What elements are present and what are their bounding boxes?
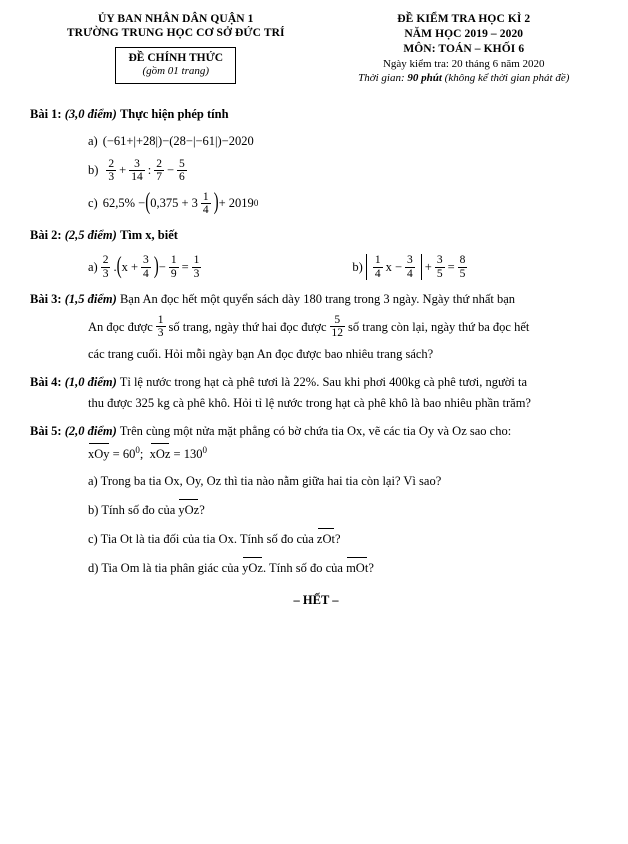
angle-xOz: xOz <box>150 443 171 463</box>
question-2a-variable: x + <box>121 259 139 274</box>
numerator: 5 <box>334 314 341 327</box>
question-5d-suffix: ? <box>368 561 374 576</box>
school-line: TRƯỜNG TRUNG HỌC CƠ SỞ ĐỨC TRÍ <box>66 27 285 40</box>
denominator: 12 <box>331 327 343 340</box>
question-1c-start: 62,5% − <box>102 196 146 211</box>
duration-value: 90 phút <box>407 72 442 85</box>
operator-equals: = <box>181 259 189 274</box>
angle-xOz-value: = 130 <box>170 446 203 461</box>
angle-xOz-degree: 0 <box>202 444 207 455</box>
question-4-line2: thu được 325 kg cà phê khô. Hỏi tỉ lệ nước trong hạt cà phê khô là bao nhiêu phần trăm? <box>88 395 531 410</box>
operator-dot: . <box>113 259 117 274</box>
angle-yOz: yOz <box>242 557 263 577</box>
fraction-8-5 <box>458 254 468 279</box>
question-1a-letter: a) <box>88 133 98 148</box>
fraction-1-4 <box>373 254 383 279</box>
question-5-angles <box>88 443 602 463</box>
denominator: 14 <box>131 170 143 183</box>
denominator: 5 <box>436 267 443 280</box>
fraction-3-4 <box>141 254 151 279</box>
angle-xOy: xOy <box>88 443 110 463</box>
duration-prefix: Thời gian: <box>358 72 408 85</box>
denominator: 4 <box>407 267 413 280</box>
question-2b-letter: b) <box>352 259 363 274</box>
numerator: 8 <box>459 254 466 267</box>
question-3-line2-part1: An đọc được <box>88 319 153 334</box>
angle-zOt: zOt <box>317 528 335 548</box>
document-header <box>0 0 628 85</box>
question-5d-mid: . Tính số đo của <box>262 561 343 576</box>
question-1b-letter: b) <box>88 163 99 178</box>
official-exam-label: ĐỀ CHÍNH THỨC <box>128 51 224 64</box>
question-4-points: (1,0 điểm) <box>64 375 117 390</box>
numerator: 5 <box>179 157 185 170</box>
angle-mOt: mOt <box>346 557 368 577</box>
operator-divide: : <box>147 163 152 178</box>
question-1-label: Bài 1: <box>30 107 62 122</box>
question-2-label: Bài 2: <box>30 227 62 242</box>
numerator: 3 <box>436 254 443 267</box>
question-5b <box>88 499 602 519</box>
question-1a-expression: (−61+|+28|)−(28−|−61|)−2020 <box>102 133 254 148</box>
fraction-2-7 <box>154 158 164 183</box>
question-5d-letter: d) <box>88 561 99 576</box>
numerator: 1 <box>374 254 381 267</box>
denominator: 7 <box>156 170 162 183</box>
question-5c-text: Tia Ot là tia đối của tia Ox. Tính số đo của <box>100 532 314 547</box>
numerator: 1 <box>202 190 209 203</box>
denominator: 3 <box>108 170 115 183</box>
question-5c-suffix: ? <box>334 532 341 547</box>
question-4-line1: Tỉ lệ nước trong hạt cà phê tươi là 22%. Sau khi phơi 400kg cà phê tươi, người ta <box>119 375 528 390</box>
numerator: 3 <box>407 254 413 267</box>
question-3-line2 <box>88 314 602 339</box>
question-3-line2-part2: số trang, ngày thứ hai đọc được <box>168 319 327 334</box>
operator-plus: + <box>424 259 432 274</box>
denominator: 6 <box>179 170 185 183</box>
numerator: 2 <box>108 157 115 170</box>
authority-line: ỦY BAN NHÂN DÂN QUẬN 1 <box>98 13 254 25</box>
angle-yOz: yOz <box>178 499 199 519</box>
question-5b-text: Tính số đo của <box>101 503 176 518</box>
exam-duration <box>326 71 602 85</box>
question-5b-letter: b) <box>88 503 99 518</box>
page-count-label: (gồm 01 trang) <box>142 65 210 78</box>
fraction-1-3 <box>192 254 202 279</box>
paren-open: ( <box>145 189 151 216</box>
fraction-3-4 <box>405 254 415 279</box>
paren-close: ) <box>153 253 159 280</box>
denominator: 9 <box>170 267 177 280</box>
duration-note: (không kể thời gian phát đề) <box>441 72 570 85</box>
exam-title: ĐỀ KIỂM TRA HỌC KÌ 2 <box>397 13 531 25</box>
question-1c-tail: + 2019 <box>218 196 254 211</box>
paren-close: ) <box>213 189 219 216</box>
denominator: 4 <box>143 267 149 280</box>
question-2a-letter: a) <box>88 259 98 274</box>
numerator: 2 <box>156 157 162 170</box>
operator-plus: + <box>119 163 127 178</box>
operator-equals: = <box>447 259 455 274</box>
numerator: 2 <box>102 254 109 267</box>
header-left-block <box>26 12 326 84</box>
question-5-points: (2,0 điểm) <box>64 423 117 438</box>
question-3-heading <box>30 290 602 308</box>
question-2-row <box>30 254 602 280</box>
official-exam-box <box>115 47 236 84</box>
fraction-2-3 <box>106 158 116 183</box>
angle-xOy-degree: 0 <box>135 444 140 455</box>
operator-minus: − <box>158 259 166 274</box>
operator-minus: − <box>166 163 175 178</box>
abs-bar-close <box>421 254 422 280</box>
question-5a <box>88 472 602 490</box>
subject-grade: MÔN: TOÁN – KHỐI 6 <box>403 42 525 55</box>
angle-separator: ; <box>139 446 144 461</box>
question-3-label: Bài 3: <box>30 292 62 307</box>
question-5d <box>88 557 602 577</box>
denominator: 3 <box>193 267 200 280</box>
question-3-points: (1,5 điểm) <box>64 292 117 307</box>
question-2b <box>352 254 470 280</box>
fraction-1-4 <box>201 191 211 216</box>
question-1c <box>88 191 602 216</box>
denominator: 4 <box>202 203 209 216</box>
question-1b <box>88 158 602 183</box>
numerator: 3 <box>143 254 149 267</box>
question-5-label: Bài 5: <box>30 423 62 438</box>
question-3-line2-part3: số trang còn lại, ngày thứ ba đọc hết <box>348 319 530 334</box>
numerator: 3 <box>134 157 140 170</box>
fraction-2-3 <box>101 254 111 279</box>
denominator: 4 <box>374 267 381 280</box>
question-5c-letter: c) <box>88 532 98 547</box>
school-year: NĂM HỌC 2019 – 2020 <box>404 27 524 40</box>
denominator: 3 <box>102 267 109 280</box>
denominator: 5 <box>459 267 466 280</box>
question-1a <box>88 132 602 150</box>
angle-xOy-value: = 60 <box>109 446 136 461</box>
question-5-heading <box>30 422 602 440</box>
question-1c-exponent: 0 <box>253 197 259 208</box>
abs-bar-open <box>366 254 367 280</box>
question-2b-variable: x − <box>385 259 403 274</box>
question-5a-text: Trong ba tia Ox, Oy, Oz thì tia nào nằm giữa hai tia còn lại? Vì sao? <box>100 473 442 488</box>
numerator: 1 <box>193 254 200 267</box>
fraction-5-12 <box>330 314 346 339</box>
question-2-heading <box>30 226 602 244</box>
question-3-line3: các trang cuối. Hỏi mỗi ngày bạn An đọc được bao nhiêu trang sách? <box>88 347 434 362</box>
exam-content <box>0 85 628 609</box>
question-2-points: (2,5 điểm) <box>64 227 117 242</box>
question-1c-letter: c) <box>88 196 98 211</box>
question-5-line1: Trên cùng một nửa mặt phẳng có bờ chứa tia Ox, vẽ các tia Oy và Oz sao cho: <box>119 423 512 438</box>
fraction-5-6 <box>177 158 187 183</box>
fraction-3-5 <box>435 254 445 279</box>
fraction-1-3 <box>156 314 166 339</box>
fraction-3-14 <box>129 158 145 183</box>
question-4-heading <box>30 373 602 391</box>
fraction-1-9 <box>169 254 179 279</box>
numerator: 1 <box>157 314 164 327</box>
end-marker: – HẾT – <box>293 593 339 608</box>
question-1-heading <box>30 105 602 123</box>
question-2-title: Tìm x, biết <box>119 227 178 242</box>
question-5d-text: Tia Om là tia phân giác của <box>101 561 240 576</box>
question-5c <box>88 528 602 548</box>
question-5b-suffix: ? <box>199 503 205 518</box>
question-2a <box>88 254 204 280</box>
question-5a-letter: a) <box>88 473 98 488</box>
paren-open: ( <box>116 253 122 280</box>
question-4-label: Bài 4: <box>30 375 62 390</box>
exam-date: Ngày kiểm tra: 20 tháng 6 năm 2020 <box>382 57 545 70</box>
question-1-points: (3,0 điểm) <box>64 107 117 122</box>
question-1-title: Thực hiện phép tính <box>119 107 229 122</box>
denominator: 3 <box>157 327 164 340</box>
question-3-line1: Bạn An đọc hết một quyển sách dày 180 trang trong 3 ngày. Ngày thứ nhất bạn <box>119 292 516 307</box>
numerator: 1 <box>170 254 177 267</box>
question-1c-inner: 0,375 + 3 <box>150 196 198 211</box>
header-right-block <box>326 12 602 85</box>
